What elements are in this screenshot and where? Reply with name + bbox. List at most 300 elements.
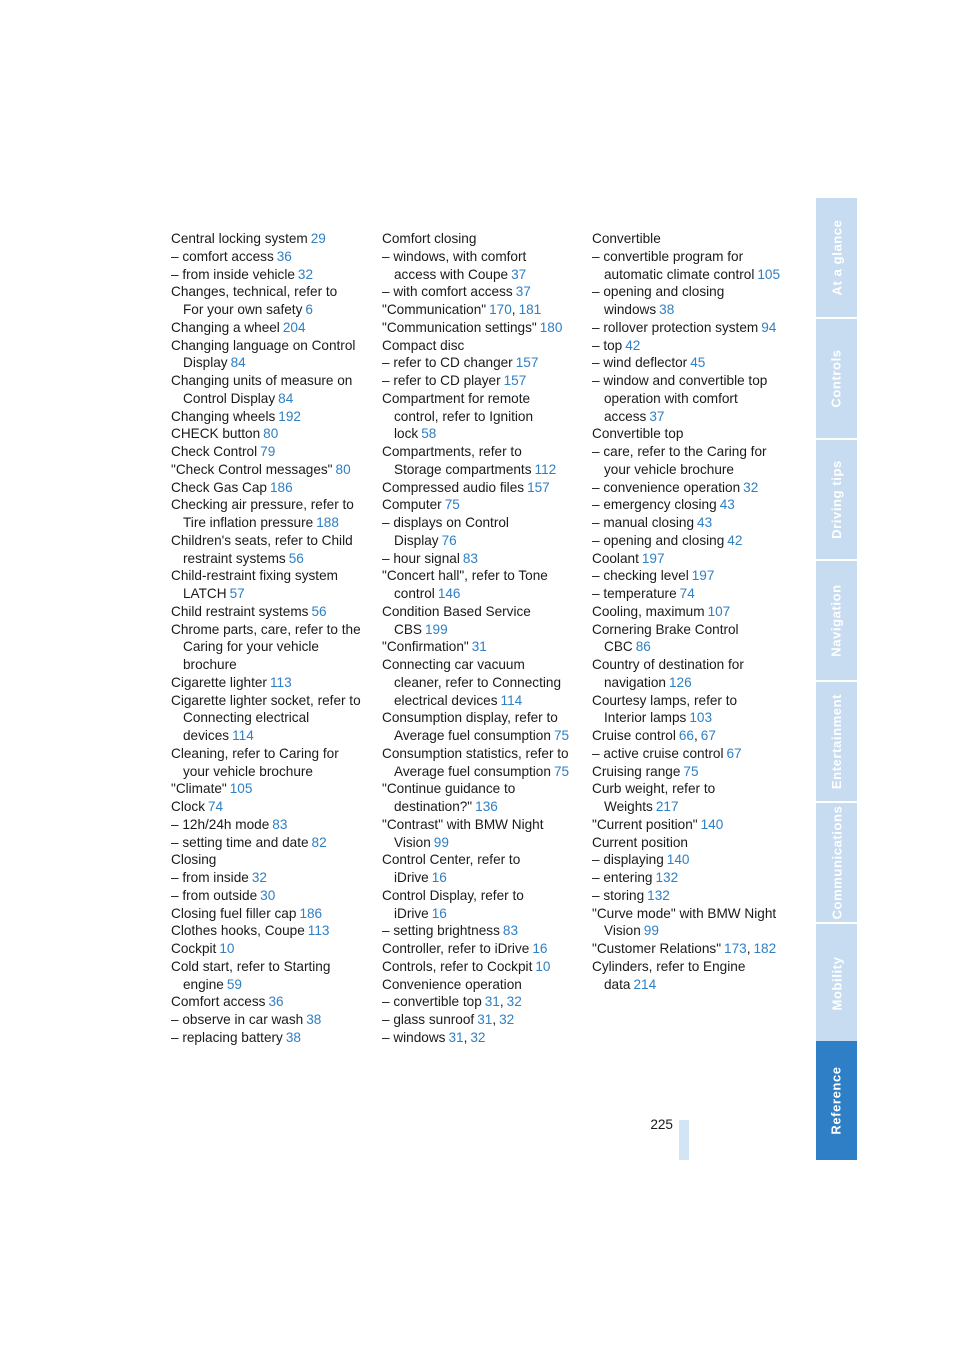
index-entry: [171, 532, 361, 568]
page-ref-link[interactable]: 80: [335, 461, 351, 477]
index-entry-text: Child-restraint fixing system LATCH: [171, 568, 338, 601]
index-entry: [592, 425, 782, 443]
page-ref-link[interactable]: 56: [288, 550, 304, 566]
index-entry-text: Compartment for remote control, refer to Ignition lock: [382, 390, 534, 442]
index-entry: [171, 266, 361, 284]
index-entry: [171, 905, 361, 923]
index-entry-text: – convertible program for automatic climate control: [592, 248, 755, 282]
page-ref-link[interactable]: 36: [276, 248, 292, 264]
page-ref-separator: ,: [746, 941, 751, 956]
page-ref-separator: ,: [492, 1012, 497, 1027]
page-ref-link[interactable]: 56: [311, 603, 327, 619]
tab-label: Mobility: [829, 956, 844, 1011]
index-entry-text: Changing units of measure on Control Display: [171, 373, 353, 406]
index-entry-text: Controls, refer to Cockpit: [382, 958, 533, 974]
index-entry: [171, 567, 361, 603]
index-entry-text: Cruising range: [592, 763, 681, 779]
page-ref-link[interactable]: 136: [475, 799, 498, 814]
page-ref-link[interactable]: 197: [641, 550, 665, 566]
index-entry-text: Country of destination for navigation: [592, 657, 744, 690]
index-entry: [592, 940, 782, 958]
page-ref-separator: ,: [511, 302, 516, 317]
index-entry: [592, 248, 782, 284]
index-entry-text: – active cruise control: [592, 745, 724, 761]
page-ref-link[interactable]: 214: [633, 976, 657, 992]
page-ref-link[interactable]: 197: [691, 568, 715, 584]
index-entry: [171, 958, 361, 994]
index-entry-text: Convertible: [592, 231, 661, 246]
tab-label: At a glance: [829, 219, 844, 296]
page-ref-link[interactable]: 31: [471, 639, 487, 655]
index-entry-text: Convertible top: [592, 426, 684, 442]
page-ref-link[interactable]: 82: [311, 834, 327, 850]
index-entry-text: – hour signal: [382, 550, 460, 566]
index-entry-text: Child restraint systems: [171, 603, 309, 619]
index-entry-text: Control Display, refer to iDrive: [382, 887, 524, 921]
index-entry: [171, 496, 361, 532]
index-entry: [171, 603, 361, 621]
index-entry-text: – with comfort access: [382, 284, 513, 300]
page-ref-link[interactable]: 186: [299, 905, 323, 921]
index-entry: [592, 337, 782, 355]
index-entry: [382, 638, 572, 656]
tab-reference[interactable]: [816, 1041, 857, 1160]
index-entry: [592, 834, 782, 852]
index-entry-text: "Current position": [592, 816, 698, 832]
index-entry: [382, 443, 572, 479]
index-entry-text: "Communication": [382, 302, 487, 317]
index-entry: [592, 496, 782, 514]
page-ref-link[interactable]: 38: [306, 1012, 322, 1027]
page-ref-link[interactable]: 37: [515, 284, 531, 300]
index-entry-text: Central locking system: [171, 231, 308, 246]
index-entry: [171, 479, 361, 497]
index-entry: [592, 567, 782, 585]
page-ref-link[interactable]: 204: [282, 319, 306, 335]
index-entry: [171, 851, 361, 869]
index-entry: [592, 780, 782, 816]
index-entry: [171, 461, 361, 479]
page-ref-link[interactable]: 75: [444, 497, 460, 513]
index-entry: [382, 745, 572, 781]
index-entry: [171, 922, 361, 940]
index-entry: [592, 319, 782, 337]
page-ref-link[interactable]: 75: [683, 763, 699, 779]
index-entry-text: Comfort closing: [382, 231, 477, 246]
index-entry: [171, 443, 361, 461]
page-ref-link[interactable]: 42: [625, 337, 641, 353]
page-ref-link[interactable]: 105: [229, 781, 253, 797]
index-entry-text: – window and convertible top operation with comfort access: [592, 373, 768, 424]
page-ref-link[interactable]: 99: [643, 923, 659, 939]
index-entry: [382, 1011, 572, 1029]
index-entry-text: – 12h/24h mode: [171, 816, 270, 832]
index-entry-text: – setting time and date: [171, 834, 309, 850]
page-ref-link[interactable]: 59: [226, 976, 242, 992]
page-ref-link[interactable]: 180: [539, 319, 563, 335]
index-entry-text: "Contrast" with BMW Night Vision: [382, 816, 544, 850]
index-entry: [382, 301, 572, 319]
index-entry: [592, 585, 782, 603]
index-entry-text: – comfort access: [171, 248, 274, 264]
page-ref-link[interactable]: 199: [424, 621, 448, 637]
page-ref-link[interactable]: 29: [310, 231, 326, 246]
index-entry-text: Clock: [171, 799, 205, 814]
index-entry: [382, 993, 572, 1011]
page-ref-link[interactable]: 16: [431, 905, 447, 921]
index-entry-text: – convenience operation: [592, 479, 741, 495]
page-ref-link[interactable]: 94: [761, 319, 777, 335]
tab-at-a-glance[interactable]: [816, 198, 857, 317]
page-ref-separator: ,: [499, 994, 504, 1010]
index-entry-text: Changes, technical, refer to For your own safety: [171, 284, 338, 317]
index-entry: [171, 425, 361, 443]
index-entry-text: – convertible top: [382, 994, 482, 1010]
index-entry-text: – windows, with comfort access with Coupe: [382, 248, 527, 282]
index-entry: [171, 1029, 361, 1047]
tab-navigation[interactable]: [816, 561, 857, 680]
index-entry-text: Current position: [592, 834, 688, 850]
page-ref-link[interactable]: 132: [655, 870, 679, 885]
page-ref-link[interactable]: 16: [532, 941, 548, 956]
index-entry-text: – top: [592, 337, 623, 353]
index-entry: [592, 372, 782, 425]
index-entry-text: Clothes hooks, Coupe: [171, 923, 305, 939]
index-entry-text: Checking air pressure, refer to Tire inflation pressure: [171, 497, 354, 530]
index-entry-text: Closing: [171, 852, 217, 868]
index-entry: [171, 337, 361, 373]
index-entry: [592, 603, 782, 621]
page-ref-link[interactable]: 75: [553, 763, 570, 779]
page-ref-link[interactable]: 67: [700, 728, 716, 743]
index-entry-text: Changing language on Control Display: [171, 337, 356, 371]
page-ref-link[interactable]: 105: [757, 266, 781, 282]
index-entry: [592, 532, 782, 550]
index-entry-text: Closing fuel filler cap: [171, 905, 297, 921]
index-entry-text: Control Center, refer to iDrive: [382, 852, 521, 885]
index-entry-text: Children's seats, refer to Child restraint systems: [171, 532, 353, 566]
section-tabs: [816, 198, 857, 1160]
tab-label: Navigation: [829, 584, 844, 657]
page-ref-link[interactable]: 192: [278, 408, 301, 424]
page-ref-link[interactable]: 32: [499, 1012, 515, 1027]
index-entry: [171, 372, 361, 408]
index-entry: [171, 869, 361, 887]
page-ref-link[interactable]: 173: [724, 941, 747, 956]
index-entry-text: Compact disc: [382, 337, 465, 353]
page-ref-link[interactable]: 114: [500, 692, 523, 708]
index-entry-text: Curb weight, refer to Weights: [592, 781, 716, 814]
page-ref-link[interactable]: 31: [484, 994, 500, 1010]
index-entry-text: – from inside vehicle: [171, 266, 295, 282]
index-entry-text: "Confirmation": [382, 639, 469, 655]
index-entry-text: – windows: [382, 1029, 446, 1045]
tab-label: Reference: [829, 1066, 844, 1135]
index-entry-text: Compartments, refer to Storage compartments: [382, 444, 532, 477]
index-entry: [171, 319, 361, 337]
page-ref-link[interactable]: 103: [689, 710, 713, 726]
index-entry-text: "Check Control messages": [171, 461, 333, 477]
page-ref-separator: ,: [463, 1029, 468, 1045]
index-entry-text: Consumption statistics, refer to Average fuel consumption: [382, 745, 569, 779]
index-entry-text: Condition Based Service CBS: [382, 603, 531, 637]
index-entry: [171, 1011, 361, 1029]
index-entry-text: "Customer Relations": [592, 941, 722, 956]
index-entry-text: Compressed audio files: [382, 479, 525, 495]
index-entry: [171, 887, 361, 905]
page-ref-link[interactable]: 42: [727, 532, 743, 548]
page-ref-link[interactable]: 99: [433, 834, 449, 850]
page-ref-link[interactable]: 132: [647, 887, 670, 903]
page-ref-link[interactable]: 32: [297, 266, 314, 282]
page-number: 225: [650, 1117, 673, 1132]
index-entry: [592, 816, 782, 834]
index-entry: [382, 337, 572, 355]
page-ref-link[interactable]: 157: [527, 479, 550, 495]
index-entry: [592, 887, 782, 905]
index-entry: [592, 727, 782, 745]
index-entry-text: – from outside: [171, 887, 258, 903]
page-ref-link[interactable]: 188: [316, 515, 339, 530]
page-ref-link[interactable]: 113: [269, 674, 292, 690]
page-ref-link[interactable]: 140: [700, 816, 724, 832]
index-entry: [592, 656, 782, 692]
index-entry: [171, 993, 361, 1011]
page-ref-link[interactable]: 79: [260, 444, 276, 459]
page-ref-link[interactable]: 83: [272, 816, 288, 832]
page-ref-link[interactable]: 58: [421, 426, 437, 442]
index-entry: [171, 674, 361, 692]
page-ref-link[interactable]: 67: [726, 745, 742, 761]
index-entry: [382, 851, 572, 887]
page-ref-link[interactable]: 182: [753, 941, 777, 956]
page-ref-link[interactable]: 37: [511, 266, 527, 282]
page-ref-link[interactable]: 157: [503, 373, 527, 388]
index-entry-text: – rollover protection system: [592, 319, 759, 335]
page-ref-link[interactable]: 30: [260, 887, 276, 903]
page-ref-link[interactable]: 80: [263, 426, 279, 442]
page-ref-link[interactable]: 83: [502, 923, 519, 939]
index-entry-text: – emergency closing: [592, 497, 717, 513]
index-entry-text: Controller, refer to iDrive: [382, 941, 530, 956]
index-entry-text: CHECK button: [171, 426, 261, 442]
page-ref-link[interactable]: 32: [470, 1029, 486, 1045]
page-ref-link[interactable]: 10: [535, 958, 551, 974]
page-ref-link[interactable]: 126: [668, 674, 692, 690]
index-entry: [592, 514, 782, 532]
page-ref-link[interactable]: 114: [232, 728, 254, 743]
index-entry: [382, 354, 572, 372]
index-entry-text: – glass sunroof: [382, 1012, 475, 1027]
index-entry: [592, 869, 782, 887]
index-entry: [592, 958, 782, 994]
index-entry-text: – entering: [592, 870, 653, 885]
index-entry-text: Courtesy lamps, refer to Interior lamps: [592, 692, 738, 726]
tab-communications[interactable]: [816, 803, 857, 922]
index-entry-text: Cold start, refer to Starting engine: [171, 958, 331, 992]
page-ref-link[interactable]: 76: [441, 532, 457, 548]
page-ref-link[interactable]: 43: [719, 497, 735, 513]
index-entry: [171, 230, 361, 248]
index-entry: [382, 372, 572, 390]
page-ref-link[interactable]: 112: [534, 461, 557, 477]
index-entry-text: Connecting car vacuum cleaner, refer to Connecting electrical devices: [382, 657, 562, 708]
index-entry-text: – refer to CD changer: [382, 355, 513, 371]
tab-controls[interactable]: [816, 319, 857, 438]
index-entry-text: Chrome parts, care, refer to the Caring for your vehicle brochure: [171, 621, 361, 672]
page-ref-link[interactable]: 31: [448, 1029, 464, 1045]
index-entry-text: – replacing battery: [171, 1029, 283, 1045]
index-entry: [171, 248, 361, 266]
index-entry-text: – temperature: [592, 586, 677, 601]
tab-driving-tips[interactable]: [816, 440, 857, 559]
page-ref-link[interactable]: 66: [678, 728, 694, 743]
tab-mobility[interactable]: [816, 924, 857, 1043]
index-entry: [171, 745, 361, 781]
index-entry: [382, 479, 572, 497]
index-entry: [171, 940, 361, 958]
index-entry: [592, 745, 782, 763]
index-entry: [171, 798, 361, 816]
index-entry-text: Coolant: [592, 550, 639, 566]
index-entry: [592, 621, 782, 657]
index-entry-text: – care, refer to the Caring for your vehicle brochure: [592, 444, 767, 477]
index-entry-text: Changing a wheel: [171, 319, 280, 335]
index-entry-text: Changing wheels: [171, 408, 276, 424]
index-entry-text: Consumption display, refer to Average fuel consumption: [382, 710, 558, 743]
index-entry-text: Convenience operation: [382, 976, 522, 992]
index-entry-text: – setting brightness: [382, 923, 500, 939]
index-entry: [382, 709, 572, 745]
index-entry: [382, 1029, 572, 1047]
index-entry-text: – displaying: [592, 852, 664, 868]
page-ref-link[interactable]: 74: [208, 799, 224, 814]
page-ref-link[interactable]: 186: [269, 479, 293, 495]
index-entry: [171, 283, 361, 319]
index-entry-text: Cylinders, refer to Engine data: [592, 958, 746, 992]
index-entry-text: Check Gas Cap: [171, 479, 267, 495]
page-ref-link[interactable]: 10: [219, 941, 235, 956]
index-entry-text: Cleaning, refer to Caring for your vehicle brochure: [171, 745, 339, 779]
index-entry: [592, 851, 782, 869]
index-entry: [171, 692, 361, 745]
index-entry-text: "Continue guidance to destination?": [382, 781, 516, 814]
index-entry: [382, 656, 572, 709]
index-entry: [171, 408, 361, 426]
index-entry: [592, 283, 782, 319]
index-entry-text: – displays on Control Display: [382, 515, 509, 548]
index-entry: [592, 230, 782, 248]
page-ref-link[interactable]: 75: [553, 728, 570, 743]
index-entry-text: Check Control: [171, 444, 258, 459]
index-entry-text: Cigarette lighter socket, refer to Connecting electrical devices: [171, 692, 361, 743]
index-entry: [592, 354, 782, 372]
index-entry: [382, 816, 572, 852]
page-ref-separator: ,: [693, 728, 698, 743]
tab-label: Driving tips: [829, 460, 844, 539]
page-ref-link[interactable]: 217: [655, 799, 679, 814]
page-ref-link[interactable]: 16: [431, 870, 447, 885]
page-ref-link[interactable]: 113: [307, 923, 330, 939]
index-entry-text: – from inside: [171, 870, 249, 885]
page-ref-link[interactable]: 32: [506, 994, 522, 1010]
tab-entertainment[interactable]: [816, 682, 857, 801]
page-ref-link[interactable]: 38: [285, 1029, 301, 1045]
index-entry: [592, 550, 782, 568]
index-entry: [382, 958, 572, 976]
index-entry-text: Comfort access: [171, 994, 266, 1010]
page-ref-link[interactable]: 57: [229, 586, 245, 601]
page-ref-link[interactable]: 36: [268, 994, 284, 1010]
index-entry: [382, 550, 572, 568]
page-ref-link[interactable]: 43: [697, 515, 713, 530]
index-entry-text: "Concert hall", refer to Tone control: [382, 568, 548, 601]
index-entry-text: Cigarette lighter: [171, 674, 267, 690]
index-entry: [382, 390, 572, 443]
page-ref-link[interactable]: 38: [659, 302, 675, 317]
page-ref-link[interactable]: 83: [462, 550, 478, 566]
index-entry: [171, 621, 361, 674]
index-entry: [171, 780, 361, 798]
page-ref-link[interactable]: 84: [230, 355, 246, 371]
index-entry-text: – refer to CD player: [382, 373, 501, 388]
tab-label: Communications: [829, 805, 845, 920]
index-entry-text: – opening and closing windows: [592, 284, 725, 317]
page-ref-link[interactable]: 86: [635, 639, 651, 655]
index-entry-text: "Curve mode" with BMW Night Vision: [592, 905, 777, 939]
index-entry-text: – checking level: [592, 568, 689, 584]
page-ref-link[interactable]: 140: [666, 852, 690, 868]
page-ref-link[interactable]: 157: [515, 355, 539, 371]
index-entry: [592, 479, 782, 497]
index-entry-text: "Climate": [171, 781, 227, 797]
index-entry-text: "Communication settings": [382, 319, 537, 335]
index-entry: [592, 692, 782, 728]
index-entry: [382, 514, 572, 550]
page-ref-link[interactable]: 170: [489, 302, 512, 317]
index-entry: [382, 887, 572, 923]
index-column-1: [171, 230, 361, 1047]
page-ref-link[interactable]: 32: [251, 870, 267, 885]
index-entry: [592, 443, 782, 479]
index-entry: [382, 283, 572, 301]
page-ref-link[interactable]: 6: [305, 302, 313, 317]
index-entry: [592, 763, 782, 781]
page-ref-link[interactable]: 45: [690, 355, 706, 371]
index-entry-text: – observe in car wash: [171, 1012, 304, 1027]
index-entry: [382, 976, 572, 994]
index-entry: [171, 816, 361, 834]
index-entry: [171, 834, 361, 852]
page-ref-link[interactable]: 181: [518, 302, 542, 317]
index-entry-text: Cornering Brake Control CBC: [592, 621, 739, 655]
page-ref-link[interactable]: 84: [278, 390, 294, 406]
index-entry-text: Cooling, maximum: [592, 603, 705, 619]
page-number-bar: [679, 1120, 689, 1160]
index-entry: [592, 905, 782, 941]
tab-label: Controls: [829, 349, 844, 408]
page-ref-link[interactable]: 32: [743, 479, 759, 495]
page-ref-link[interactable]: 107: [707, 603, 731, 619]
index-entry: [382, 780, 572, 816]
page-ref-link[interactable]: 146: [437, 586, 461, 601]
page-ref-link[interactable]: 37: [649, 408, 665, 424]
index-entry-text: – storing: [592, 887, 645, 903]
page-ref-link[interactable]: 31: [477, 1012, 493, 1027]
index-entry: [382, 496, 572, 514]
page-ref-link[interactable]: 74: [679, 586, 695, 601]
index-entry-text: – wind deflector: [592, 355, 688, 371]
